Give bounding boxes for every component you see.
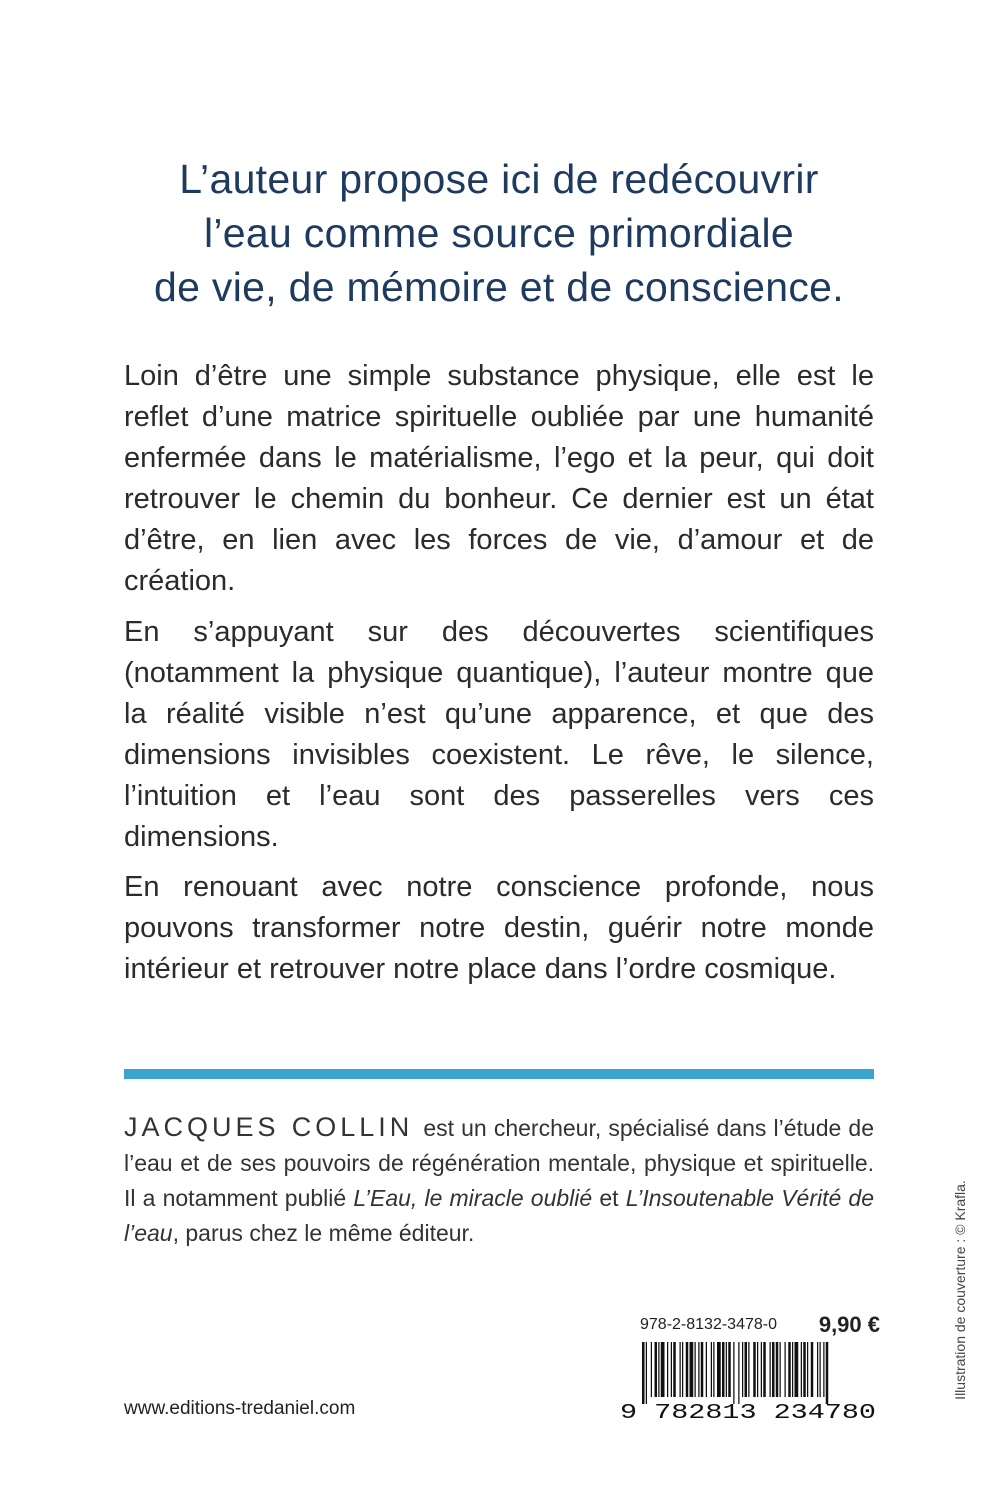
barcode-bar [671,1342,672,1397]
barcode [618,1342,880,1422]
isbn-price-row [640,1312,880,1342]
barcode-bar [826,1342,829,1404]
barcode-bar [701,1342,704,1397]
barcode-bar [726,1342,727,1397]
barcode-bar [646,1342,647,1404]
divider-rule [124,1069,874,1079]
barcode-bar [658,1342,659,1397]
author-bio [124,1110,874,1251]
barcode-bar [698,1342,699,1397]
barcode-bar [817,1342,818,1397]
barcode-bar [772,1342,775,1397]
barcode-bar [667,1342,668,1397]
book-title-2: L’Insoutenable Vérité de l’eau [124,1185,875,1246]
barcode-bar [651,1342,652,1397]
barcode-bar [695,1342,696,1397]
bio-text-1: est un chercheur, spécialisé dans l’étude de l’eau et de ses pouvoirs de régénération mentale, physique et spirituelle. Il a notamment publié [124,1115,875,1211]
barcode-bar [738,1342,739,1404]
barcode-bar [785,1342,786,1397]
barcode-bar [820,1342,821,1397]
barcode-bar [757,1342,758,1397]
barcode-bar [753,1342,756,1397]
barcode-bars [642,1342,828,1404]
author-name: JACQUES COLLIN [124,1112,414,1142]
barcode-bar [792,1342,793,1397]
price: 9,90 € [818,1312,880,1337]
barcode-bar [682,1342,683,1397]
isbn-number: 978-2-8132-3478-0 [640,1316,777,1333]
barcode-bar [788,1342,791,1397]
barcode-bar [686,1342,689,1397]
tagline-line-3: de vie, de mémoire et de conscience. [154,264,844,310]
barcode-bar [722,1342,725,1397]
barcode-bar [803,1342,806,1397]
barcode-bar [711,1342,712,1397]
tagline-line-1: L’auteur propose ici de redécouvrir [179,156,819,202]
barcode-bar [795,1342,799,1397]
barcode-bar [655,1342,658,1397]
barcode-bar [770,1342,771,1397]
barcode-bar [661,1342,665,1397]
barcode-bar [706,1342,707,1397]
barcode-bar [811,1342,814,1397]
barcode-bar [745,1342,748,1397]
barcode-bar [776,1342,779,1397]
barcode-bar [823,1342,824,1397]
barcode-bar [807,1342,808,1397]
barcode-bar [680,1342,681,1397]
barcode-bar [717,1342,721,1397]
barcode-number: 9 782813 234780 [620,1402,876,1422]
barcode-bar [761,1342,762,1397]
tagline [90,152,908,314]
barcode-bar [742,1342,743,1397]
bio-text-3: , parus chez le même éditeur. [172,1220,475,1246]
summary-paragraph-2: En s’appuyant sur des découvertes scientifiques (notamment la physique quantique), l’auteur montre que la réalité visible n’est qu’une apparence, et que des dimensions invisibles coexistent. Le rêve, le silence, l’intuition et l’eau sont des passerelles vers ces dimensions. [124,616,874,853]
barcode-bar [801,1342,802,1397]
barcode-bar [780,1342,781,1397]
barcode-bar [728,1342,731,1397]
cover-illustration-credit: Illustration de couverture : © Krafla. [952,1180,968,1400]
barcode-bar [763,1342,766,1397]
barcode-bar [748,1342,749,1397]
tagline-line-2: l’eau comme source primordiale [203,210,795,256]
barcode-bar [673,1342,676,1397]
barcode-bar [713,1342,714,1397]
publisher-website[interactable]: www.editions-tredaniel.com [124,1398,356,1419]
bio-text-2: et [592,1185,626,1211]
summary-paragraph-3: En renouant avec notre conscience profonde, nous pouvons transformer notre destin, guérir notre monde intérieur et retrouver notre place dans l’ordre cosmique. [124,871,874,985]
book-title-1: L’Eau, le miracle oublié [353,1185,593,1211]
barcode-bar [690,1342,694,1397]
barcode-bar [733,1342,734,1404]
summary-paragraph-1: Loin d’être une simple substance physique, elle est le reflet d’une matrice spirituelle oubliée par une humanité enfermée dans le matérialisme, l’ego et la peur, qui doit retrouver le chemin du bonheur. Ce dernier est un état d’être, en lien avec les forces de vie, d’amour et de création. [124,360,874,597]
barcode-bar [642,1342,645,1404]
